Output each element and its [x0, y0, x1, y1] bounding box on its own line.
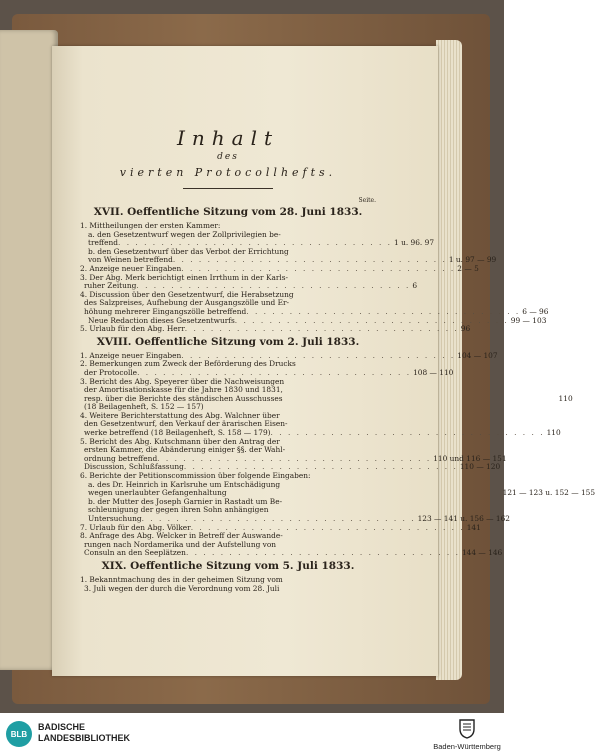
- toc-line-text: 2. Anzeige neuer Eingaben: [80, 263, 182, 273]
- session-heading: XVII. Oeffentliche Sitzung vom 28. Juni 1833.: [93, 206, 363, 218]
- toc-page-number: [543, 506, 545, 515]
- toc-line-text: der Amortisationskasse für die Jahre 1830 und 1831,: [84, 385, 283, 395]
- toc-line-text: ruher Zeitung: [84, 281, 137, 291]
- toc-page-number: 1 u. 96. 97: [394, 238, 435, 248]
- toc-line-text: ordnung betreffend: [84, 453, 158, 463]
- toc-page-number: 141: [466, 522, 481, 532]
- toc-line-text: Discussion, Schlußfassung: [84, 462, 184, 472]
- toc-page-number: [554, 412, 556, 421]
- toc-page-number: [550, 541, 552, 550]
- toc-page-number: 99 — 103: [510, 315, 547, 325]
- toc-line-text: b. den Gesetzentwurf über das Verbot der Errichtung: [88, 246, 289, 256]
- toc-page-number: [555, 231, 557, 240]
- toc-leader: [185, 325, 459, 334]
- toc-line-text: Untersuchung: [88, 514, 142, 523]
- toc-line: [80, 324, 471, 334]
- toc-page-number: [554, 438, 556, 447]
- page-title-des: des: [217, 152, 239, 162]
- toc-line-text: 2. Bemerkungen zum Zweck der Beförderung des Drucks: [80, 359, 296, 369]
- toc-page-number: 1 u. 97 — 99: [448, 255, 497, 265]
- toc-line-text: 1. Anzeige neuer Eingaben: [80, 350, 182, 360]
- toc-line-text: von Weinen betreffend: [88, 255, 173, 265]
- toc-line: [80, 585, 376, 594]
- toc-line-text: 3. Juli wegen der durch die Verordnung vom 28. Juli: [84, 583, 280, 593]
- toc-line-text: wegen unerlaubter Gefangenhaltung: [88, 488, 227, 498]
- toc-line-text: den Gesetzentwurf, den Verkauf der ärarischen Eisen-: [84, 419, 288, 429]
- toc-line-text: 1. Bekanntmachung des in der geheimen Sitzung vom: [80, 574, 283, 584]
- toc-page-number: 110 — 120: [459, 462, 501, 472]
- toc-page-number: 108 — 110: [413, 367, 454, 377]
- page-text: [80, 126, 595, 593]
- toc-page-number: 121 — 123 u. 152 — 155: [502, 488, 595, 498]
- library-name: [38, 722, 130, 744]
- toc-line-text: 4. Weitere Berichterstattung des Abg. Walchner über: [80, 410, 280, 420]
- toc-page-number: [559, 446, 561, 455]
- toc-page-number: [557, 532, 559, 541]
- toc-line-text: höhung mehrerer Eingangszölle betreffend: [84, 306, 247, 316]
- state-name: Baden-Württemberg: [433, 742, 501, 751]
- toc-line-text: werke betreffend (18 Beilagenheft, S. 158 — 179): [84, 428, 271, 438]
- toc-page-number: 6: [412, 281, 418, 291]
- toc-line-text: des Salzpreises, Aufhebung der Ausgangszölle und Er-: [84, 298, 290, 308]
- toc-page-number: 110: [558, 393, 573, 403]
- toc-page-number: 110: [546, 428, 561, 438]
- toc-page-number: [553, 585, 555, 594]
- toc-line-text: 8. Anfrage des Abg. Welcker in Betreff der Auswande-: [80, 531, 283, 541]
- toc-line-text: 5. Urlaub für den Abg. Herr: [80, 324, 185, 334]
- library-name-line2: LANDESBIBLIOTHEK: [38, 733, 130, 743]
- toc-page-number: [563, 299, 565, 308]
- title-rule: [183, 188, 273, 189]
- toc-line-text: a. den Gesetzentwurf wegen der Zollprivilegien be-: [88, 229, 281, 239]
- toc-line-text: 4. Discussion über den Gesetzentwurf, die Herabsetzung: [80, 289, 294, 299]
- toc-page-number: [494, 222, 496, 231]
- toc-page-number: [556, 498, 558, 507]
- session-heading: XIX. Oeffentliche Sitzung vom 5. Juli 1833.: [101, 559, 355, 572]
- toc-line-text: 3. Der Abg. Merk berichtigt einen Irrthum in der Karls-: [80, 272, 289, 282]
- toc-page-number: 6 — 96: [522, 306, 549, 316]
- session-heading: XVIII. Oeffentliche Sitzung vom 2. Juli 1833.: [96, 335, 360, 348]
- toc-line-text: schleunigung der gegen ihren Sohn anhängigen: [88, 505, 269, 515]
- table-of-contents: [80, 206, 595, 593]
- toc-line-text: resp. über die Berichte des ständischen Ausschusses: [84, 393, 283, 403]
- toc-line-text: (18 Beilagenheft, S. 152 — 157): [84, 402, 204, 412]
- toc-leader: [271, 429, 545, 438]
- toc-line-text: ersten Kammer, die Abänderung einiger §§. der Wahl-: [84, 445, 286, 455]
- toc-line-text: 1. Mittheilungen der ersten Kammer:: [80, 221, 221, 230]
- baden-wuerttemberg-crest-icon: [456, 717, 478, 739]
- toc-page-number: 144 — 146: [461, 548, 503, 558]
- toc-page-number: [562, 420, 564, 429]
- toc-line-text: 7. Urlaub für den Abg. Völker: [80, 522, 191, 532]
- toc-page-number: [584, 472, 586, 481]
- toc-line: [80, 548, 503, 558]
- toc-page-number: 104 — 107: [457, 350, 498, 360]
- toc-line-text: treffend: [88, 238, 118, 248]
- seite-label: Seite.: [358, 197, 376, 204]
- toc-page-number: 96: [460, 324, 471, 334]
- toc-line-text: Neue Redaction dieses Gesetzentwurfs: [88, 315, 235, 325]
- library-name-line1: BADISCHE: [38, 722, 86, 732]
- toc-line-text: rungen nach Nordamerika und der Aufstellung von: [84, 539, 277, 549]
- toc-page-number: [568, 291, 570, 300]
- page-title: Inhalt: [176, 126, 280, 150]
- toc-line-text: 3. Bericht des Abg. Speyerer über die Nachweisungen: [80, 376, 285, 386]
- toc-page-number: 123 — 141 u. 156 — 162: [417, 514, 511, 523]
- toc-page-number: 2 — 5: [457, 263, 479, 273]
- blb-logo-icon: BLB: [6, 721, 32, 747]
- toc-page-number: [478, 403, 480, 412]
- toc-line-text: a. des Dr. Heinrich in Karlsruhe um Entschädigung: [88, 479, 281, 489]
- toc-line-text: Consuln an den Seeplätzen: [84, 548, 186, 558]
- toc-page-number: [558, 378, 560, 387]
- toc-line-text: der Protocolle: [84, 367, 138, 377]
- toc-line-text: 6. Berichte der Petitionscommission über folgende Eingaben:: [80, 471, 311, 481]
- toc-line-text: 5. Bericht des Abg. Kutschmann über den Antrag der: [80, 436, 280, 446]
- toc-page-number: 110 und 116 — 151: [433, 453, 507, 463]
- facing-page-edge: [0, 30, 58, 670]
- toc-page-number: [562, 274, 564, 283]
- toc-page-number: [557, 576, 559, 585]
- toc-leader: [186, 549, 460, 558]
- toc-line-text: b. der Mutter des Joseph Garnier in Rastadt um Be-: [88, 496, 283, 506]
- toc-page-number: [563, 248, 565, 257]
- toc-page-number: [570, 360, 572, 369]
- page-subtitle: vierten Protocollhefts.: [119, 166, 337, 179]
